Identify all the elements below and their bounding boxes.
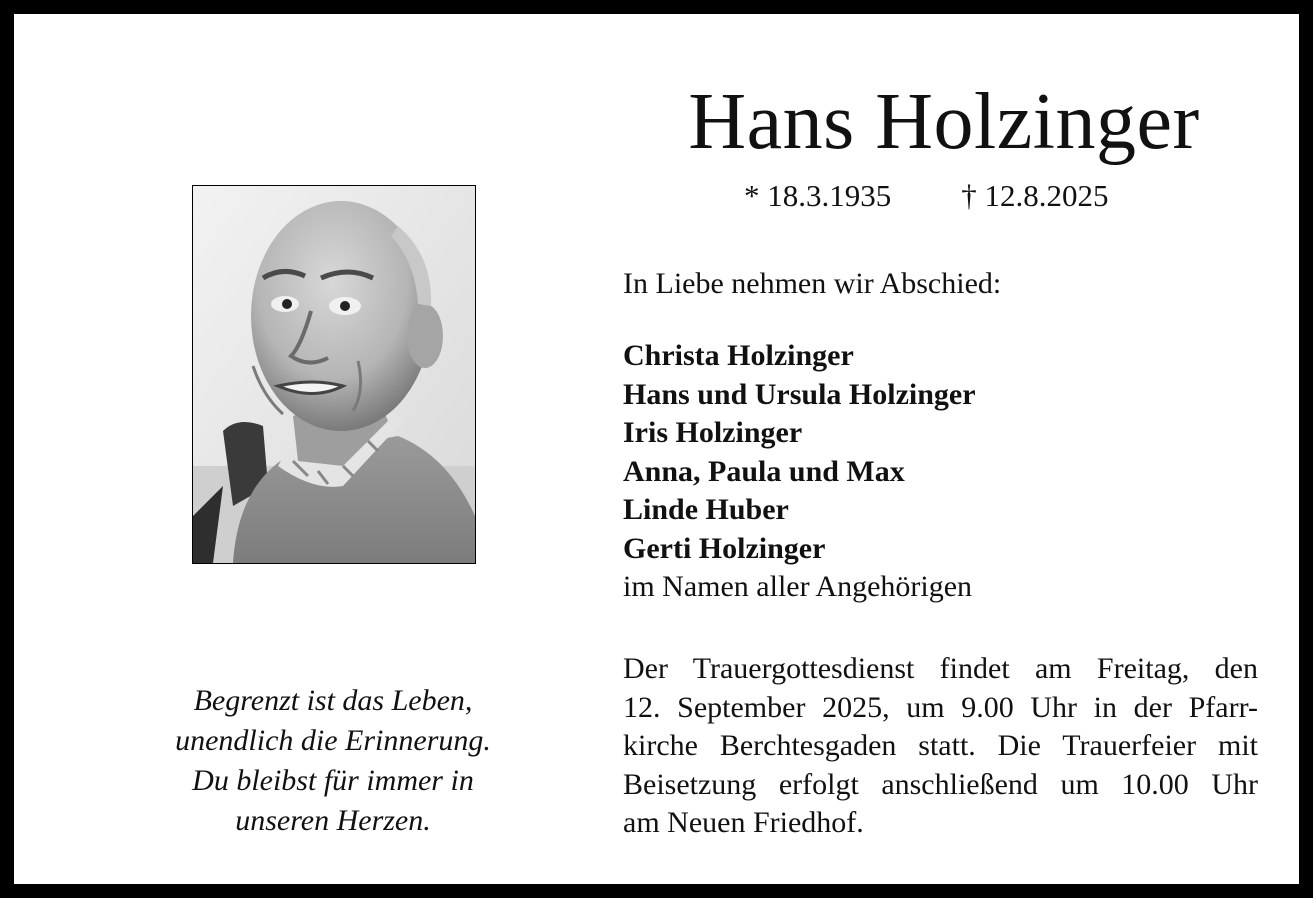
- mourner-name: Iris Holzinger: [623, 416, 803, 449]
- deceased-name: Hans Holzinger: [688, 78, 1200, 166]
- portrait-photo-icon: [193, 186, 475, 563]
- farewell-intro: In Liebe nehmen wir Abschied:: [623, 267, 1002, 300]
- service-line: kirche Berchtesgaden statt. Die Trauerfeier mit: [623, 729, 1258, 762]
- portrait-photo: [192, 185, 476, 564]
- quote-line: Begrenzt ist das Leben,: [193, 684, 473, 717]
- mourner-name: Linde Huber: [623, 493, 789, 526]
- service-line: 12. September 2025, um 9.00 Uhr in der Pfarr-: [623, 690, 1258, 724]
- death-date: † 12.8.2025: [961, 178, 1109, 213]
- mourners-list: [623, 337, 976, 607]
- service-line: Beisetzung erfolgt anschließend um 10.00 Uhr: [623, 767, 1258, 801]
- memorial-quote: [134, 681, 532, 841]
- service-announcement: [623, 650, 1258, 843]
- service-line: am Neuen Friedhof.: [623, 806, 864, 839]
- mourner-name: Christa Holzinger: [623, 339, 854, 372]
- life-dates: [744, 178, 1109, 214]
- birth-date: * 18.3.1935: [744, 178, 892, 213]
- mourner-name: Gerti Holzinger: [623, 531, 826, 565]
- mourners-closing: im Namen aller Angehörigen: [623, 570, 973, 603]
- mourner-name: Hans und Ursula Holzinger: [623, 377, 976, 411]
- quote-line: unendlich die Erinnerung.: [175, 724, 491, 757]
- quote-line: unseren Herzen.: [235, 804, 431, 837]
- quote-line: Du bleibst für immer in: [192, 764, 474, 797]
- service-line: Der Trauergottesdienst findet am Freitag, den: [623, 652, 1258, 685]
- mourner-name: Anna, Paula und Max: [623, 454, 905, 488]
